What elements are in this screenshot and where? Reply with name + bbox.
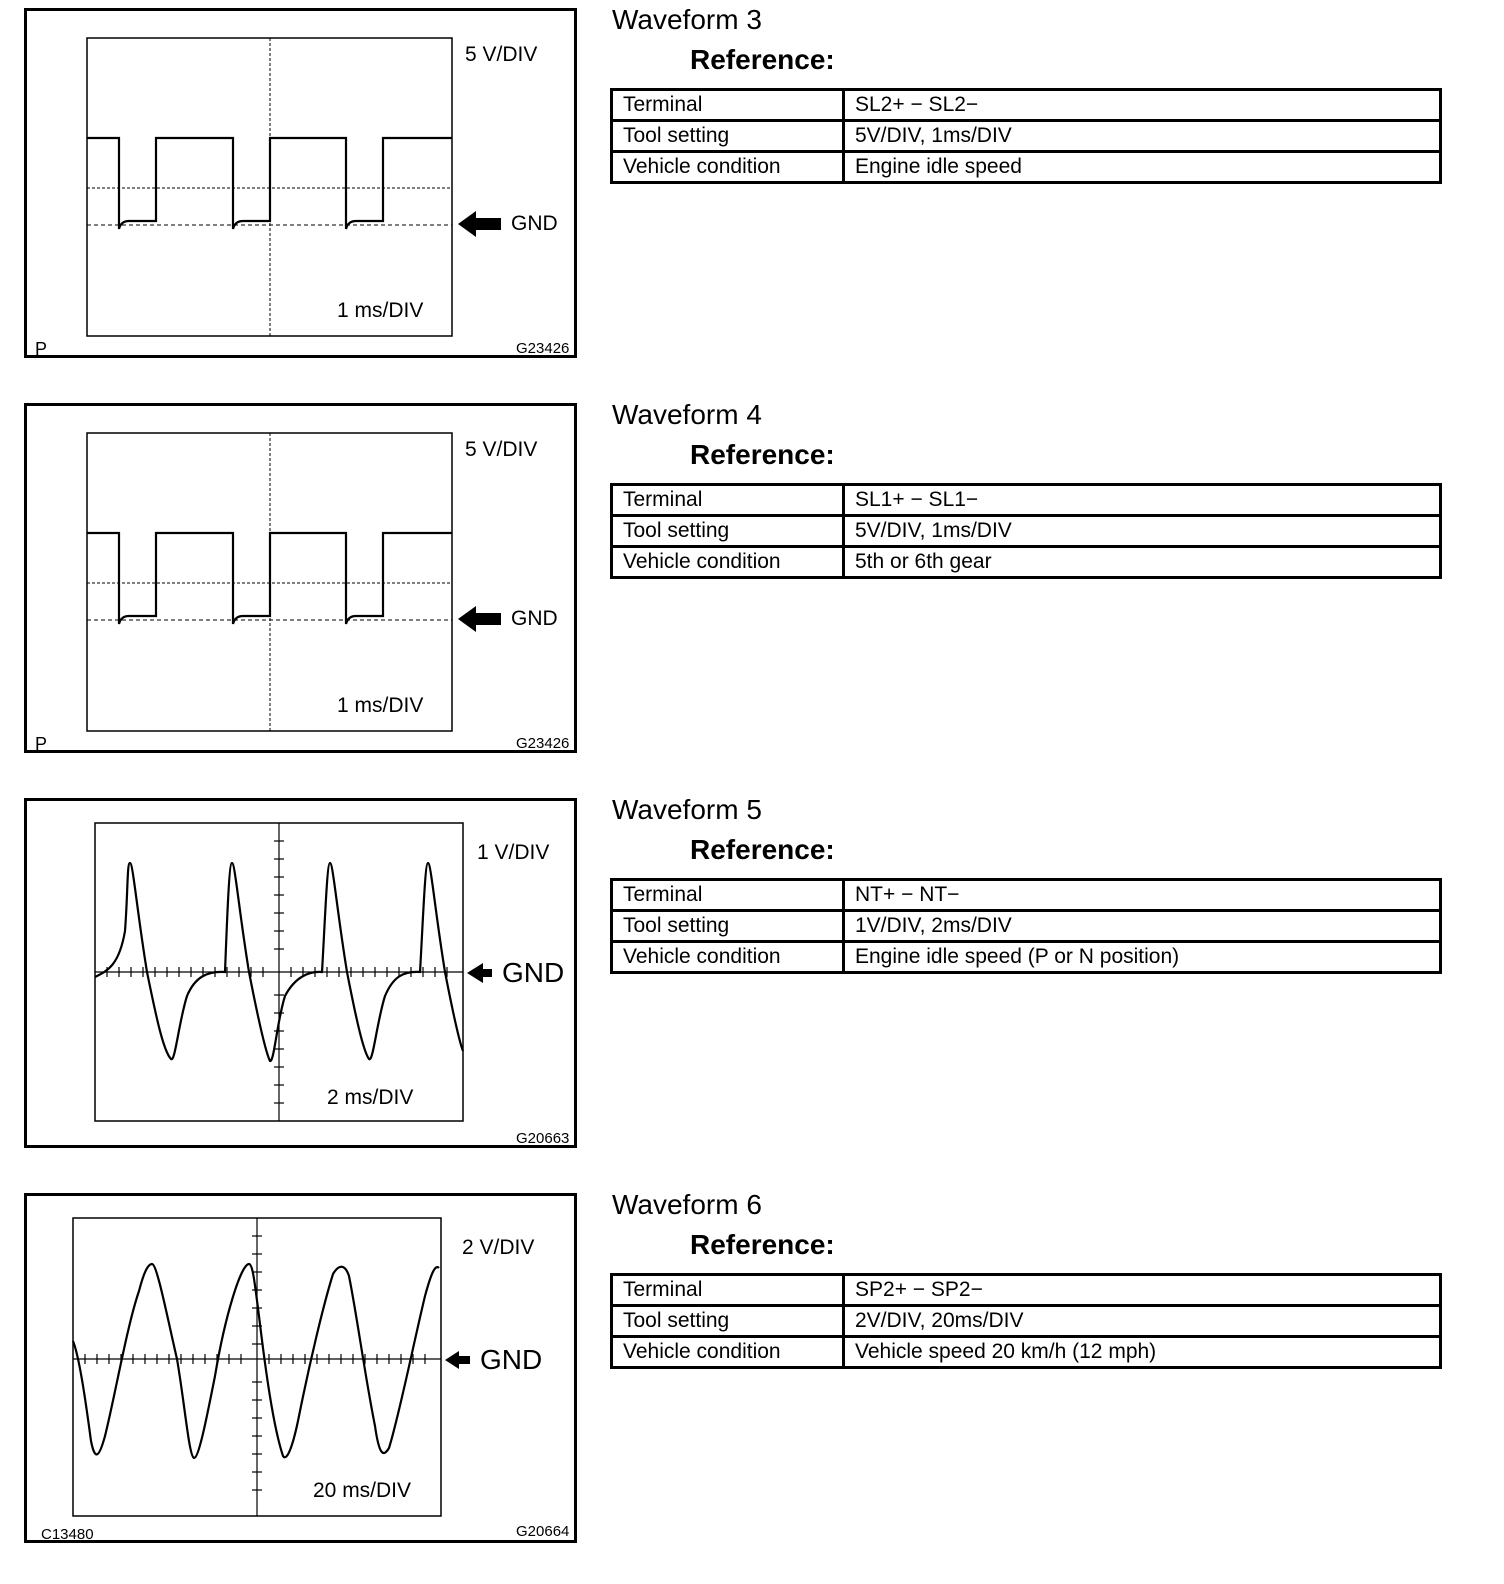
- table-row: [612, 121, 1441, 152]
- row-label: Vehicle condition: [612, 1337, 844, 1368]
- row-label: Terminal: [612, 90, 844, 121]
- row-label: Vehicle condition: [612, 547, 844, 578]
- waveform-section-3: [0, 0, 1504, 394]
- reference-heading: Reference:: [690, 44, 835, 75]
- row-value: 5V/DIV, 1ms/DIV: [844, 121, 1441, 152]
- reference-table: [610, 1273, 1442, 1369]
- reference-table: [610, 483, 1442, 579]
- table-row: [612, 547, 1441, 578]
- volts-per-div-label: 5 V/DIV: [465, 438, 538, 461]
- row-value: Engine idle speed: [844, 152, 1441, 183]
- row-value: SL1+ − SL1−: [844, 485, 1441, 516]
- waveform-title: Waveform 6: [612, 1189, 762, 1220]
- row-label: Tool setting: [612, 516, 844, 547]
- row-value: Vehicle speed 20 km/h (12 mph): [844, 1337, 1441, 1368]
- reference-table: [610, 88, 1442, 184]
- row-value: 5V/DIV, 1ms/DIV: [844, 516, 1441, 547]
- reference-heading: Reference:: [690, 439, 835, 470]
- row-value: NT+ − NT−: [844, 880, 1441, 911]
- oscilloscope-figure: [24, 798, 577, 1148]
- row-label: Terminal: [612, 485, 844, 516]
- table-row: [612, 911, 1441, 942]
- figure-code-left: P: [35, 734, 48, 754]
- row-value: SL2+ − SL2−: [844, 90, 1441, 121]
- table-row: [612, 880, 1441, 911]
- row-label: Tool setting: [612, 121, 844, 152]
- waveform-title: Waveform 5: [612, 794, 762, 825]
- table-row: [612, 942, 1441, 973]
- row-value: SP2+ − SP2−: [844, 1275, 1441, 1306]
- row-label: Vehicle condition: [612, 942, 844, 973]
- time-per-div-label: 1 ms/DIV: [337, 694, 424, 717]
- row-label: Vehicle condition: [612, 152, 844, 183]
- waveform-section-5: [0, 790, 1504, 1184]
- row-label: Tool setting: [612, 1306, 844, 1337]
- gnd-label: GND: [511, 607, 558, 630]
- oscilloscope-figure: [24, 8, 577, 358]
- table-row: [612, 1337, 1441, 1368]
- row-value: 1V/DIV, 2ms/DIV: [844, 911, 1441, 942]
- figure-code-left: C13480: [41, 1526, 94, 1543]
- oscilloscope-figure: [24, 1193, 577, 1543]
- figure-code-right: G23426: [516, 735, 570, 752]
- row-label: Terminal: [612, 880, 844, 911]
- reference-table: [610, 878, 1442, 974]
- gnd-label: GND: [480, 1344, 543, 1375]
- reference-heading: Reference:: [690, 1229, 835, 1260]
- figure-code-right: G20663: [516, 1130, 570, 1147]
- table-row: [612, 1275, 1441, 1306]
- waveform-section-4: [0, 395, 1504, 789]
- gnd-label: GND: [511, 212, 558, 235]
- figure-code-right: G20664: [516, 1523, 570, 1540]
- reference-heading: Reference:: [690, 834, 835, 865]
- waveform-section-6: [0, 1185, 1504, 1579]
- row-label: Terminal: [612, 1275, 844, 1306]
- row-label: Tool setting: [612, 911, 844, 942]
- gnd-label: GND: [502, 957, 565, 988]
- table-row: [612, 152, 1441, 183]
- figure-code-left: P: [35, 339, 48, 359]
- table-row: [612, 1306, 1441, 1337]
- volts-per-div-label: 5 V/DIV: [465, 43, 538, 66]
- row-value: 5th or 6th gear: [844, 547, 1441, 578]
- volts-per-div-label: 1 V/DIV: [477, 841, 550, 864]
- time-per-div-label: 2 ms/DIV: [327, 1086, 414, 1109]
- time-per-div-label: 1 ms/DIV: [337, 299, 424, 322]
- waveform-title: Waveform 3: [612, 4, 762, 35]
- waveform-title: Waveform 4: [612, 399, 762, 430]
- time-per-div-label: 20 ms/DIV: [313, 1479, 412, 1502]
- table-row: [612, 90, 1441, 121]
- table-row: [612, 516, 1441, 547]
- table-row: [612, 485, 1441, 516]
- row-value: Engine idle speed (P or N position): [844, 942, 1441, 973]
- row-value: 2V/DIV, 20ms/DIV: [844, 1306, 1441, 1337]
- figure-code-right: G23426: [516, 340, 570, 357]
- volts-per-div-label: 2 V/DIV: [462, 1236, 535, 1259]
- oscilloscope-figure: [24, 403, 577, 753]
